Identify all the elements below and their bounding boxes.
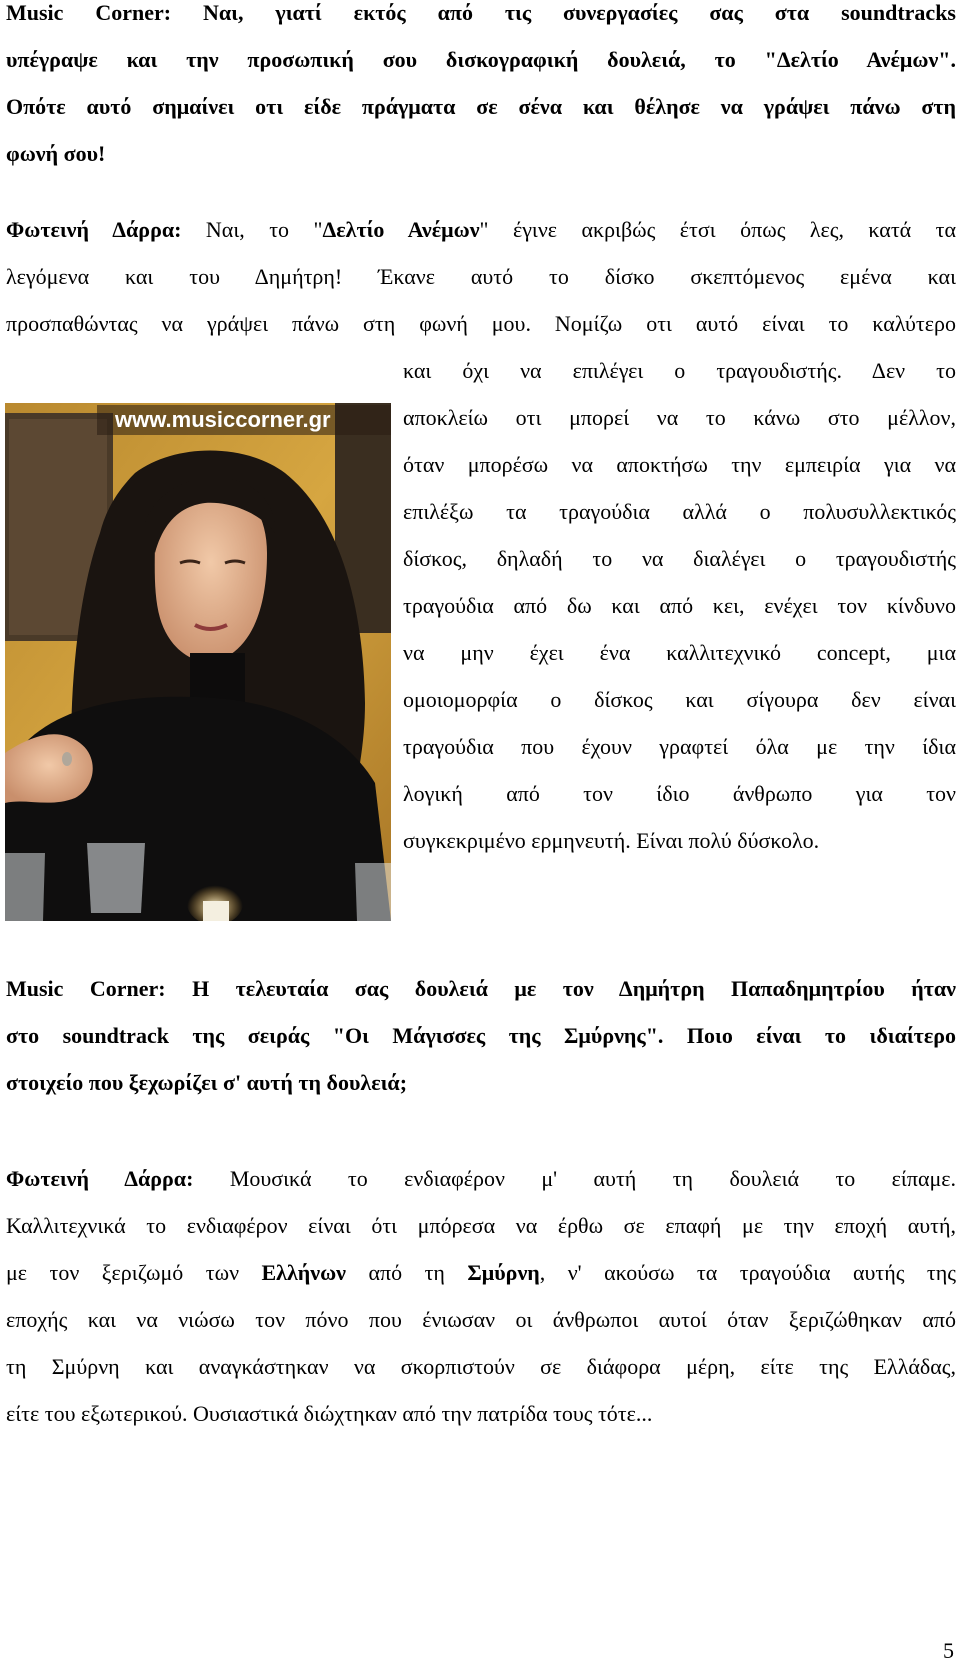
answer-text: , ν' ακούσω τα τραγούδια αυτής της <box>539 1260 956 1285</box>
album-title: Δελτίο Ανέμων <box>322 217 480 242</box>
photo-watermark: www.musiccorner.gr <box>115 407 331 432</box>
answer-1-wrapped-line: και όχι να επιλέγει ο τραγουδιστής. Δεν το <box>403 358 956 383</box>
question-2-line: στοιχείο που ξεχωρίζει σ' αυτή τη δουλειά; <box>6 1070 408 1095</box>
answer-2-line: εποχής και να νιώσω τον πόνο που ένιωσαν οι άνθρωποι αυτοί όταν ξεριζώθηκαν από <box>6 1307 956 1332</box>
answer-1-line: προσπαθώντας να γράψει πάνω στη φωνή μου. Νομίζω οτι αυτό είναι το καλύτερο <box>6 311 956 336</box>
answer-text: Ναι, το " <box>205 217 323 242</box>
answer-1-wrapped-line: να μην έχει ένα καλλιτεχνικό concept, μια <box>403 640 956 665</box>
emphasis-text: Σμύρνη <box>467 1260 540 1285</box>
speaker-name: Φωτεινή Δάρρα: <box>6 1166 194 1191</box>
emphasis-text: Ελλήνων <box>261 1260 347 1285</box>
answer-2-line <box>6 1249 956 1296</box>
answer-text: με τον ξεριζωμό των <box>6 1260 262 1285</box>
answer-text: από τη <box>346 1260 468 1285</box>
answer-2-line: είτε του εξωτερικού. Ουσιαστικά διώχτηκαν από την πατρίδα τους τότε... <box>6 1401 653 1426</box>
answer-1-wrapped-line: λογική από τον ίδιο άνθρωπο για τον <box>403 781 956 806</box>
answer-1-wrapped-line: όταν μπορέσω να αποκτήσω την εμπειρία για να <box>403 452 956 477</box>
answer-1-wrapped-line: αποκλείω οτι μπορεί να το κάνω στο μέλλον, <box>403 405 956 430</box>
answer-1-wrapped-line: συγκεκριμένο ερμηνευτή. Είναι πολύ δύσκολο. <box>403 828 820 853</box>
question-2-line: στο soundtrack της σειράς "Οι Μάγισσες της Σμύρνης". Ποιο είναι το ιδιαίτερο <box>6 1023 956 1048</box>
answer-1-wrapped-line: δίσκος, δηλαδή το να διαλέγει ο τραγουδιστής <box>403 546 956 571</box>
question-2-line: Music Corner: Η τελευταία σας δουλειά με τον Δημήτρη Παπαδημητρίου ήταν <box>6 976 956 1001</box>
answer-1-wrapped-line: ομοιομορφία ο δίσκος και σίγουρα δεν είναι <box>403 687 956 712</box>
answer-1-line <box>6 206 956 253</box>
page-number: 5 <box>943 1638 954 1663</box>
question-1-line: φωνή σου! <box>6 141 106 166</box>
answer-2-line: Καλλιτεχνικά το ενδιαφέρον είναι ότι μπόρεσα να έρθω σε επαφή με την εποχή αυτή, <box>6 1213 956 1238</box>
answer-text: Μουσικά το ενδιαφέρον μ' αυτή τη δουλειά το είπαμε. <box>229 1166 957 1191</box>
speaker-name: Φωτεινή Δάρρα: <box>6 217 182 242</box>
answer-2-line <box>6 1155 956 1202</box>
portrait-photo <box>5 403 391 921</box>
answer-1-wrapped-line: τραγούδια που έχουν γραφτεί όλα με την ίδια <box>403 734 956 759</box>
question-1-line: Οπότε αυτό σημαίνει οτι είδε πράγματα σε σένα και θέλησε να γράψει πάνω στη <box>6 94 956 119</box>
answer-1-line: λεγόμενα και του Δημήτρη! Έκανε αυτό το δίσκο σκεπτόμενος εμένα και <box>6 264 956 289</box>
answer-text: " έγινε ακριβώς έτσι όπως λες, κατά τα <box>479 217 957 242</box>
answer-2-line: τη Σμύρνη και αναγκάστηκαν να σκορπιστούν σε διάφορα μέρη, είτε της Ελλάδας, <box>6 1354 956 1379</box>
question-1-line: υπέγραψε και την προσωπική σου δισκογραφική δουλειά, το "Δελτίο Ανέμων". <box>6 47 956 72</box>
answer-1-wrapped-line: τραγούδια από δω και από κει, ενέχει τον κίνδυνο <box>403 593 956 618</box>
question-1-line: Music Corner: Ναι, γιατί εκτός από τις συνεργασίες σας στα soundtracks <box>6 0 956 25</box>
answer-1-wrapped-line: επιλέξω τα τραγούδια αλλά ο πολυσυλλεκτικός <box>403 499 956 524</box>
